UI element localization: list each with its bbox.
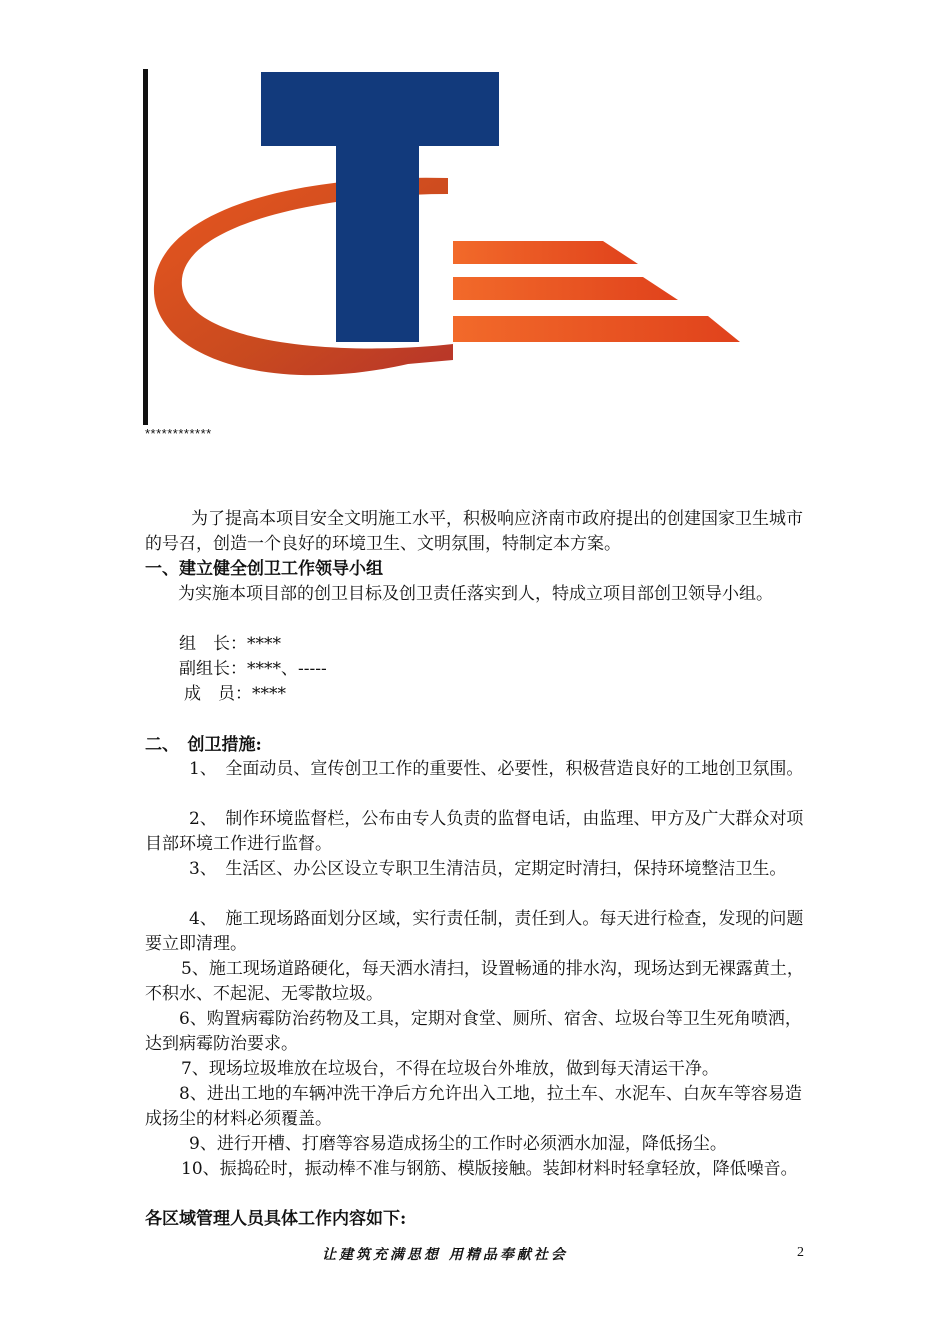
stars-placeholder: ************ (145, 426, 212, 441)
section2-heading: 二、 创卫措施: (145, 735, 262, 755)
measure-item-7: 7、现场垃圾堆放在垃圾台，不得在垃圾台外堆放，做到每天清运干净。 (181, 1059, 719, 1079)
members-line: 成 员：**** (184, 684, 286, 704)
measure-item-1: 1、 全面动员、宣传创卫工作的重要性、必要性，积极营造良好的工地创卫氛围。 (189, 759, 804, 779)
intro-paragraph: 为了提高本项目安全文明施工水平，积极响应济南市政府提出的创建国家卫生城市的号召，创造一个良好的环境卫生、文明氛围，特制定本方案。 (145, 509, 803, 554)
footer-slogan: 让建筑充满思想 用精品奉献社会 (322, 1247, 568, 1263)
measure-item-3: 3、 生活区、办公区设立专职卫生清洁员，定期定时清扫，保持环境整洁卫生。 (189, 859, 787, 879)
company-logo-icon (148, 66, 748, 400)
deputy-line: 副组长：****、----- (179, 659, 327, 679)
logo-t-top (261, 72, 499, 146)
section1-heading: 一、建立健全创卫工作领导小组 (145, 559, 383, 579)
logo-stripe-1 (453, 241, 638, 264)
measure-item-10: 10、振捣砼时，振动棒不准与钢筋、模版接触。装卸材料时轻拿轻放，降低噪音。 (181, 1159, 798, 1179)
measure-item-2: 2、 制作环境监督栏，公布由专人负责的监督电话，由监理、甲方及广大群众对项目部环境工作进行监督。 (145, 809, 804, 854)
logo-stripe-2 (453, 277, 678, 300)
measure-item-8: 8、进出工地的车辆冲洗干净后方允许出入工地，拉土车、水泥车、白灰车等容易造成扬尘的材料必须覆盖。 (145, 1084, 802, 1129)
measure-item-9: 9、进行开槽、打磨等容易造成扬尘的工作时必须洒水加湿，降低扬尘。 (189, 1134, 727, 1154)
section3-heading: 各区域管理人员具体工作内容如下: (145, 1209, 407, 1229)
section1-text: 为实施本项目部的创卫目标及创卫责任落实到人，特成立项目部创卫领导小组。 (178, 584, 773, 604)
page-number: 2 (797, 1245, 804, 1260)
leader-line: 组 长：**** (179, 634, 281, 654)
measure-item-6: 6、购置病霉防治药物及工具，定期对食堂、厕所、宿舍、垃圾台等卫生死角喷洒，达到病霉防治要求。 (145, 1009, 802, 1054)
logo-t-stem (336, 142, 419, 342)
measure-item-5: 5、施工现场道路硬化，每天洒水清扫，设置畅通的排水沟，现场达到无裸露黄土，不积水、不起泥、无零散垃圾。 (145, 959, 804, 1004)
measure-item-4: 4、 施工现场路面划分区域，实行责任制，责任到人。每天进行检查，发现的问题要立即清理。 (145, 909, 804, 954)
logo-stripe-3 (453, 316, 740, 342)
